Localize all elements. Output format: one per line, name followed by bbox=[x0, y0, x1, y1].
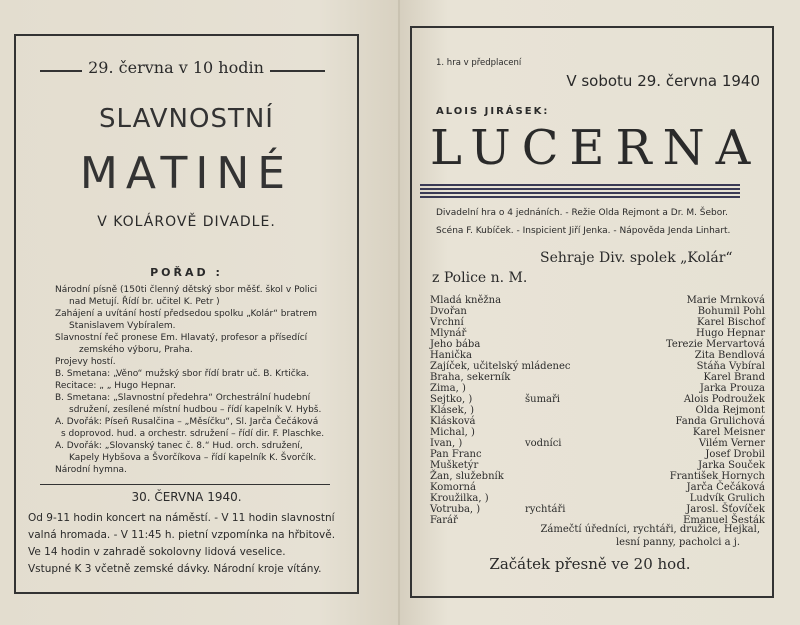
start-time: Začátek přesně ve 20 hod. bbox=[489, 555, 691, 573]
program-line: zemského výboru, Praha. bbox=[79, 345, 193, 355]
presale-note: 1. hra v předplacení bbox=[436, 58, 522, 68]
cast-actor: Vilém Verner bbox=[698, 438, 765, 449]
cast-actor: Jarka Prouza bbox=[699, 383, 765, 394]
second-day-info bbox=[28, 510, 358, 578]
info-line: Vstupné K 3 včetně zemské dávky. Národní kroje vítány. bbox=[28, 563, 322, 575]
cast-role: Žan, služebník bbox=[430, 471, 504, 482]
cast-role: Vrchní bbox=[430, 317, 464, 328]
cast-role: Farář bbox=[430, 515, 458, 526]
program-line: Národní písně (150ti členný dětský sbor měšť. škol v Polici bbox=[55, 285, 318, 295]
cast-role: Zajíček, učitelský mládenec bbox=[430, 361, 571, 372]
cast-role: Jeho bába bbox=[430, 339, 481, 350]
cast-list bbox=[430, 294, 765, 594]
cast-role: Dvořan bbox=[430, 306, 467, 317]
author: ALOIS JIRÁSEK: bbox=[436, 106, 550, 117]
program-list bbox=[55, 284, 345, 476]
program-line: sdružení, zesílené místní hudbou – řídí kapelník V. Hybš. bbox=[69, 405, 322, 415]
divider bbox=[40, 484, 330, 485]
cast-actor: Alois Podroužek bbox=[683, 394, 765, 405]
cast-actor: Fanda Grulichová bbox=[675, 416, 765, 427]
extras-line: lesní panny, pacholci a j. bbox=[615, 537, 740, 548]
credits-line: Scéna F. Kubíček. - Inspicient Jiří Jenka. - Nápověda Jenda Linhart. bbox=[436, 226, 731, 236]
program-line: s doprovod. hud. a orchestr. sdružení – řídí dir. F. Plaschke. bbox=[61, 429, 325, 439]
cast-role: Mušketýr bbox=[430, 460, 479, 471]
cast-actor: Karel Bischof bbox=[697, 317, 765, 328]
cast-role: Mladá kněžna bbox=[430, 295, 502, 306]
cast-actor: Marie Mrnková bbox=[686, 295, 765, 306]
info-line: valná hromada. - V 11:45 h. pietní vzpomínka na hřbitově. bbox=[28, 529, 336, 541]
cast-role: Votruba, ) bbox=[430, 504, 481, 515]
matinee-title-line1: SLAVNOSTNÍ bbox=[99, 104, 274, 134]
program-line: A. Dvořák: „Slovanský tanec č. 8.“ Hud. orch. sdružení, bbox=[55, 441, 303, 451]
cast-role: Klásek, ) bbox=[430, 405, 474, 416]
second-day-date: 30. ČERVNA 1940. bbox=[131, 490, 242, 504]
cast-actor: Karel Meisner bbox=[692, 427, 765, 438]
program-line: Recitace: „ „ Hugo Hepnar. bbox=[55, 381, 176, 391]
cast-role: Michal, ) bbox=[430, 427, 475, 438]
program-heading: POŘAD : bbox=[150, 266, 223, 279]
program-line: A. Dvořák: Píseň Rusalčina – „Měsíčku“, Sl. Jarča Čečáková bbox=[55, 417, 319, 427]
title-underline bbox=[420, 184, 740, 198]
cast-actor: Stáňa Vybíral bbox=[696, 361, 765, 372]
info-line: Od 9-11 hodin koncert na náměstí. - V 11 hodin slavnostní bbox=[28, 512, 335, 524]
performed-by: Sehraje Div. spolek „Kolár“ bbox=[540, 250, 733, 266]
cast-role: Mlynář bbox=[430, 328, 467, 339]
cast-group-label: šumaři bbox=[525, 394, 560, 405]
cast-role: Ivan, ) bbox=[430, 438, 463, 449]
venue: V KOLÁROVĚ DIVADLE. bbox=[97, 214, 276, 230]
cast-actor: Zita Bendlová bbox=[694, 350, 765, 361]
cast-actor: Jarča Čečáková bbox=[686, 482, 765, 493]
cast-role: Komorná bbox=[430, 482, 476, 493]
cast-role: Kroužilka, ) bbox=[430, 493, 489, 504]
play-date: V sobotu 29. června 1940 bbox=[566, 72, 760, 90]
cast-role: Hanička bbox=[430, 350, 472, 361]
cast-actor: Terezie Mervartová bbox=[665, 339, 765, 350]
cast-actor: Emanuel Šesták bbox=[683, 515, 765, 526]
left-page bbox=[0, 0, 398, 625]
cast-actor: Bohumil Pohl bbox=[697, 306, 765, 317]
cast-role: Braha, sekerník bbox=[430, 372, 511, 383]
cast-actor: František Hornych bbox=[669, 471, 765, 482]
cast-group-label: vodníci bbox=[525, 438, 562, 449]
program-line: Slavnostní řeč pronese Em. Hlavatý, profesor a přísedící bbox=[55, 333, 308, 343]
cast-role: Pan Franc bbox=[430, 449, 482, 460]
program-line: nad Metují. Řídí br. učitel K. Petr ) bbox=[69, 297, 220, 307]
cast-role: Sejtko, ) bbox=[430, 394, 473, 405]
credits-line: Divadelní hra o 4 jednáních. - Režie Olda Rejmont a Dr. M. Šebor. bbox=[436, 208, 729, 218]
extras-line: Zámečtí úředníci, rychtáři, družice, Hejkal, bbox=[540, 524, 760, 535]
right-page bbox=[400, 0, 800, 625]
cast-actor: Karel Brand bbox=[703, 372, 765, 383]
cast-actor: Ludvík Grulich bbox=[689, 493, 765, 504]
program-line: B. Smetana: „Věno“ mužský sbor řídí bratr uč. B. Krtička. bbox=[55, 369, 310, 379]
cast-actor: Jarka Souček bbox=[698, 460, 765, 471]
cast-role: Zima, ) bbox=[430, 383, 466, 394]
cast-actor: Jarosl. Šťovíček bbox=[686, 504, 765, 515]
cast-role: Klásková bbox=[430, 416, 476, 427]
divider bbox=[40, 70, 82, 72]
program-line: B. Smetana: „Slavnostní předehra“ Orchestrální hudební bbox=[55, 393, 311, 403]
cast-actor: Josef Drobil bbox=[705, 449, 765, 460]
cast-group-label: rychtáři bbox=[525, 504, 566, 515]
info-line: Ve 14 hodin v zahradě sokolovny lidová veselice. bbox=[28, 546, 286, 558]
program-line: Projevy hostí. bbox=[55, 357, 116, 367]
play-title: LUCERNA bbox=[430, 120, 762, 176]
program-line: Zahájení a uvítání hostí předsedou spolku „Kolár“ bratrem bbox=[55, 309, 317, 319]
performed-by-town: z Police n. M. bbox=[432, 270, 528, 286]
cast-actor: Hugo Hepnar bbox=[696, 328, 765, 339]
program-line: Národní hymna. bbox=[55, 465, 127, 475]
matinee-date-time: 29. června v 10 hodin bbox=[88, 58, 264, 77]
program-line: Stanislavem Vybíralem. bbox=[69, 321, 176, 331]
matinee-title-line2: MATINÉ bbox=[79, 148, 294, 199]
divider bbox=[270, 70, 325, 72]
cast-actor: Olda Rejmont bbox=[695, 405, 765, 416]
program-line: Kapely Hybšova a Švorčíkova – řídí kapelník K. Švorčík. bbox=[69, 453, 317, 463]
